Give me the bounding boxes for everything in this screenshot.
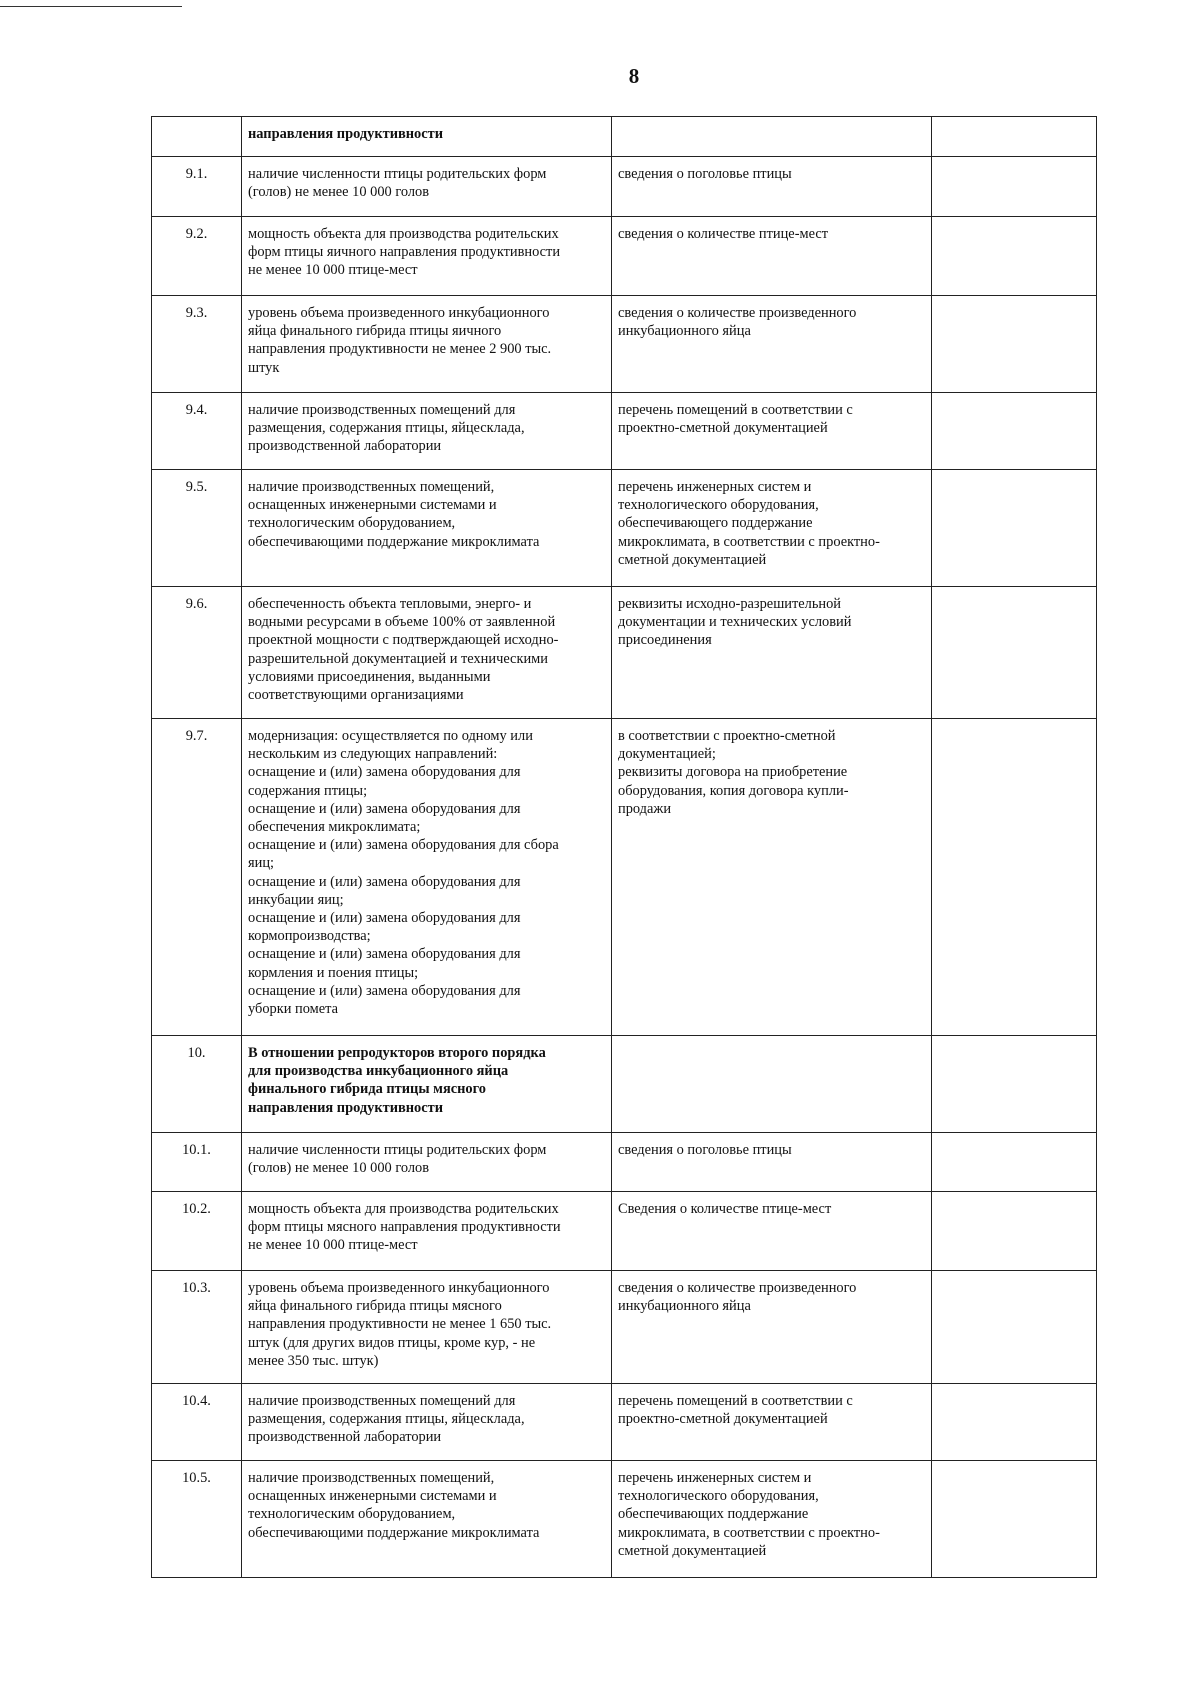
- document-cell: в соответствии с проектно-сметной документацией; реквизиты договора на приобретение оборудования, копия договора купли- продажи: [612, 719, 932, 1036]
- table-row: [152, 393, 1097, 470]
- row-number: 10.2.: [152, 1192, 242, 1271]
- requirement-cell: мощность объекта для производства родительских форм птицы яичного направления продуктивности не менее 10 000 птице-мест: [242, 217, 612, 296]
- document-cell: сведения о количестве птице-мест: [612, 217, 932, 296]
- row-number: 9.2.: [152, 217, 242, 296]
- table-row: [152, 157, 1097, 217]
- requirement-cell: модернизация: осуществляется по одному или нескольким из следующих направлений: оснащение и (или) замена оборудования для содержания птицы; оснащение и (или) замена оборудования для обеспечения микроклимата; оснащение и (или) замена оборудования для сбора яиц; оснащение и (или) замена оборудования для инкубации яиц; оснащение и (или) замена оборудования для кормопроизводства; оснащение и (или) замена оборудования для кормления и поения птицы; оснащение и (или) замена оборудования для уборки помета: [242, 719, 612, 1036]
- table-row: [152, 1384, 1097, 1461]
- table-row: [152, 470, 1097, 587]
- page-number: 8: [628, 64, 640, 88]
- scan-corner-line: [0, 6, 182, 7]
- document-cell: перечень помещений в соответствии с проектно-сметной документацией: [612, 1384, 932, 1461]
- row-number: [152, 117, 242, 157]
- table-row: [152, 296, 1097, 393]
- table-row: [152, 1461, 1097, 1578]
- row-number: 10.5.: [152, 1461, 242, 1578]
- row-number: 10.1.: [152, 1133, 242, 1192]
- document-cell: сведения о количестве произведенного инкубационного яйца: [612, 1271, 932, 1384]
- row-number: 10.3.: [152, 1271, 242, 1384]
- table-row: [152, 587, 1097, 719]
- table-row: [152, 1133, 1097, 1192]
- row-number: 9.1.: [152, 157, 242, 217]
- empty-cell: [932, 1133, 1097, 1192]
- row-number: 9.3.: [152, 296, 242, 393]
- document-cell: перечень инженерных систем и технологического оборудования, обеспечивающих поддержание микроклимата, в соответствии с проектно- сметной документацией: [612, 1461, 932, 1578]
- requirement-cell: наличие численности птицы родительских форм (голов) не менее 10 000 голов: [242, 157, 612, 217]
- table-row: [152, 1036, 1097, 1133]
- empty-cell: [932, 1461, 1097, 1578]
- empty-cell: [932, 217, 1097, 296]
- row-number: 10.4.: [152, 1384, 242, 1461]
- document-cell: Сведения о количестве птице-мест: [612, 1192, 932, 1271]
- requirement-cell: направления продуктивности: [242, 117, 612, 157]
- empty-cell: [932, 719, 1097, 1036]
- row-number: 10.: [152, 1036, 242, 1133]
- document-cell: сведения о поголовье птицы: [612, 1133, 932, 1192]
- document-cell: перечень помещений в соответствии с проектно-сметной документацией: [612, 393, 932, 470]
- requirements-table: [151, 116, 1097, 1578]
- requirement-cell: В отношении репродукторов второго порядка для производства инкубационного яйца финального гибрида птицы мясного направления продуктивности: [242, 1036, 612, 1133]
- document-cell: [612, 1036, 932, 1133]
- empty-cell: [932, 1192, 1097, 1271]
- requirement-cell: обеспеченность объекта тепловыми, энерго- и водными ресурсами в объеме 100% от заявленной проектной мощности с подтверждающей исходно- разрешительной документацией и техническими условиями присоединения, выданными соответствующими организациями: [242, 587, 612, 719]
- document-cell: перечень инженерных систем и технологического оборудования, обеспечивающего поддержание микроклимата, в соответствии с проектно- сметной документацией: [612, 470, 932, 587]
- empty-cell: [932, 157, 1097, 217]
- requirement-cell: мощность объекта для производства родительских форм птицы мясного направления продуктивности не менее 10 000 птице-мест: [242, 1192, 612, 1271]
- empty-cell: [932, 1036, 1097, 1133]
- empty-cell: [932, 470, 1097, 587]
- document-cell: реквизиты исходно-разрешительной документации и технических условий присоединения: [612, 587, 932, 719]
- requirement-cell: наличие численности птицы родительских форм (голов) не менее 10 000 голов: [242, 1133, 612, 1192]
- document-cell: [612, 117, 932, 157]
- requirement-cell: наличие производственных помещений для размещения, содержания птицы, яйцесклада, производственной лаборатории: [242, 1384, 612, 1461]
- requirement-cell: уровень объема произведенного инкубационного яйца финального гибрида птицы яичного направления продуктивности не менее 2 900 тыс. штук: [242, 296, 612, 393]
- document-cell: сведения о поголовье птицы: [612, 157, 932, 217]
- row-number: 9.6.: [152, 587, 242, 719]
- row-number: 9.7.: [152, 719, 242, 1036]
- empty-cell: [932, 1384, 1097, 1461]
- table-row: [152, 1192, 1097, 1271]
- empty-cell: [932, 393, 1097, 470]
- document-cell: сведения о количестве произведенного инкубационного яйца: [612, 296, 932, 393]
- table-row: [152, 117, 1097, 157]
- empty-cell: [932, 587, 1097, 719]
- empty-cell: [932, 296, 1097, 393]
- empty-cell: [932, 1271, 1097, 1384]
- table-row: [152, 1271, 1097, 1384]
- requirement-cell: наличие производственных помещений для размещения, содержания птицы, яйцесклада, производственной лаборатории: [242, 393, 612, 470]
- empty-cell: [932, 117, 1097, 157]
- requirement-cell: уровень объема произведенного инкубационного яйца финального гибрида птицы мясного направления продуктивности не менее 1 650 тыс. штук (для других видов птицы, кроме кур, - не менее 350 тыс. штук): [242, 1271, 612, 1384]
- row-number: 9.4.: [152, 393, 242, 470]
- table-row: [152, 719, 1097, 1036]
- table-row: [152, 217, 1097, 296]
- requirement-cell: наличие производственных помещений, оснащенных инженерными системами и технологическим оборудованием, обеспечивающими поддержание микроклимата: [242, 470, 612, 587]
- requirement-cell: наличие производственных помещений, оснащенных инженерными системами и технологическим оборудованием, обеспечивающими поддержание микроклимата: [242, 1461, 612, 1578]
- row-number: 9.5.: [152, 470, 242, 587]
